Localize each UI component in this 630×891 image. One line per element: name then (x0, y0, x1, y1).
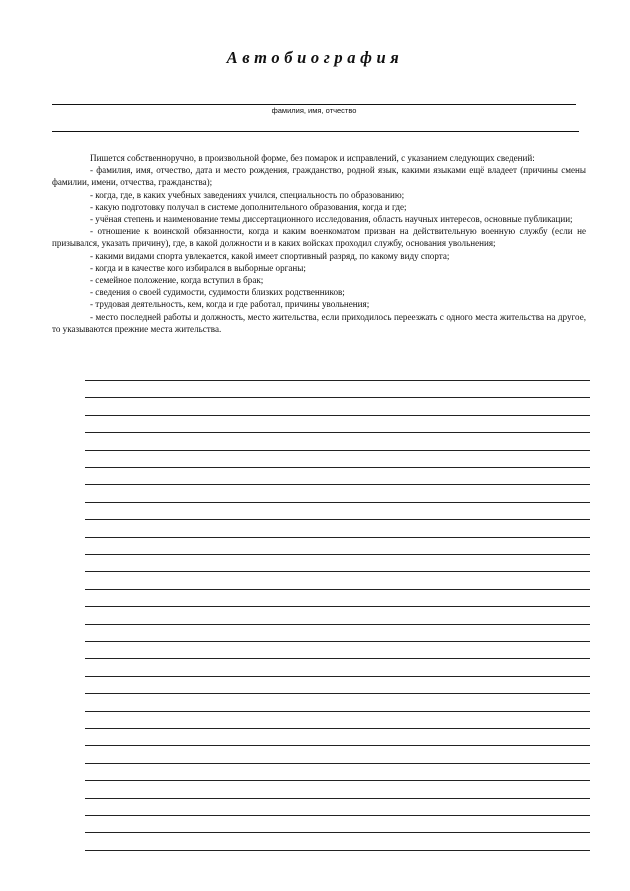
writing-line[interactable] (85, 798, 590, 799)
page-title: Автобиография (226, 48, 404, 67)
writing-line[interactable] (85, 641, 590, 642)
instruction-item: - какую подготовку получал в системе дополнительного образования, когда и где; (90, 201, 407, 212)
writing-line[interactable] (85, 397, 590, 398)
writing-line[interactable] (85, 745, 590, 746)
writing-line[interactable] (85, 624, 590, 625)
writing-line[interactable] (85, 571, 590, 572)
writing-line[interactable] (85, 658, 590, 659)
instruction-item: - когда, где, в каких учебных заведениях учился, специальность по образованию; (90, 189, 405, 200)
instruction-item: - семейное положение, когда вступил в брак; (90, 275, 264, 286)
writing-line[interactable] (85, 763, 590, 764)
instruction-item: - трудовая деятельность, кем, когда и где работал, причины увольнения; (90, 299, 370, 310)
writing-line[interactable] (85, 554, 590, 555)
writing-line[interactable] (85, 815, 590, 816)
writing-line[interactable] (85, 711, 590, 712)
instruction-item: - когда и в качестве кого избирался в выборные органы; (90, 262, 306, 273)
writing-line[interactable] (85, 589, 590, 590)
writing-line[interactable] (85, 676, 590, 677)
writing-line[interactable] (85, 467, 590, 468)
name-field-caption: фамилия, имя, отчество (271, 106, 357, 115)
instruction-item: - сведения о своей судимости, судимости близких родственников; (90, 287, 345, 298)
writing-line[interactable] (85, 728, 590, 729)
instructions-block (52, 152, 586, 335)
name-input-line[interactable] (52, 104, 576, 105)
name-input-line-2[interactable] (52, 131, 579, 132)
writing-line[interactable] (85, 693, 590, 694)
instruction-item: - фамилия, имя, отчество, дата и место рождения, гражданство, родной язык, какими языками ещё владеет (причины смены фамилии, имени, отчества, гражданства); (52, 165, 586, 188)
writing-line[interactable] (85, 519, 590, 520)
instruction-item: - отношение к воинской обязанности, когда и каким военкоматом призван на действительную военную службу (если не призывался, указать причину), где, в какой должности и в каких войсках проходил службу, основания увольнения; (52, 226, 586, 249)
writing-line[interactable] (85, 432, 590, 433)
writing-line[interactable] (85, 502, 590, 503)
writing-line[interactable] (85, 484, 590, 485)
instruction-item: - какими видами спорта увлекается, какой имеет спортивный разряд, по какому виду спорта; (90, 250, 450, 261)
writing-line[interactable] (85, 780, 590, 781)
writing-line[interactable] (85, 380, 590, 381)
writing-line[interactable] (85, 606, 590, 607)
instruction-item: - учёная степень и наименование темы диссертационного исследования, область научных интересов, основные публикации; (90, 214, 573, 225)
writing-line[interactable] (85, 450, 590, 451)
writing-line[interactable] (85, 537, 590, 538)
writing-line[interactable] (85, 850, 590, 851)
instructions-intro: Пишется собственноручно, в произвольной форме, без помарок и исправлений, с указанием следующих сведений: (90, 153, 535, 163)
writing-line[interactable] (85, 415, 590, 416)
instruction-item: - место последней работы и должность, место жительства, если приходилось переезжать с одного места жительства на другое, то указываются прежние места жительства. (52, 311, 586, 334)
writing-line[interactable] (85, 832, 590, 833)
